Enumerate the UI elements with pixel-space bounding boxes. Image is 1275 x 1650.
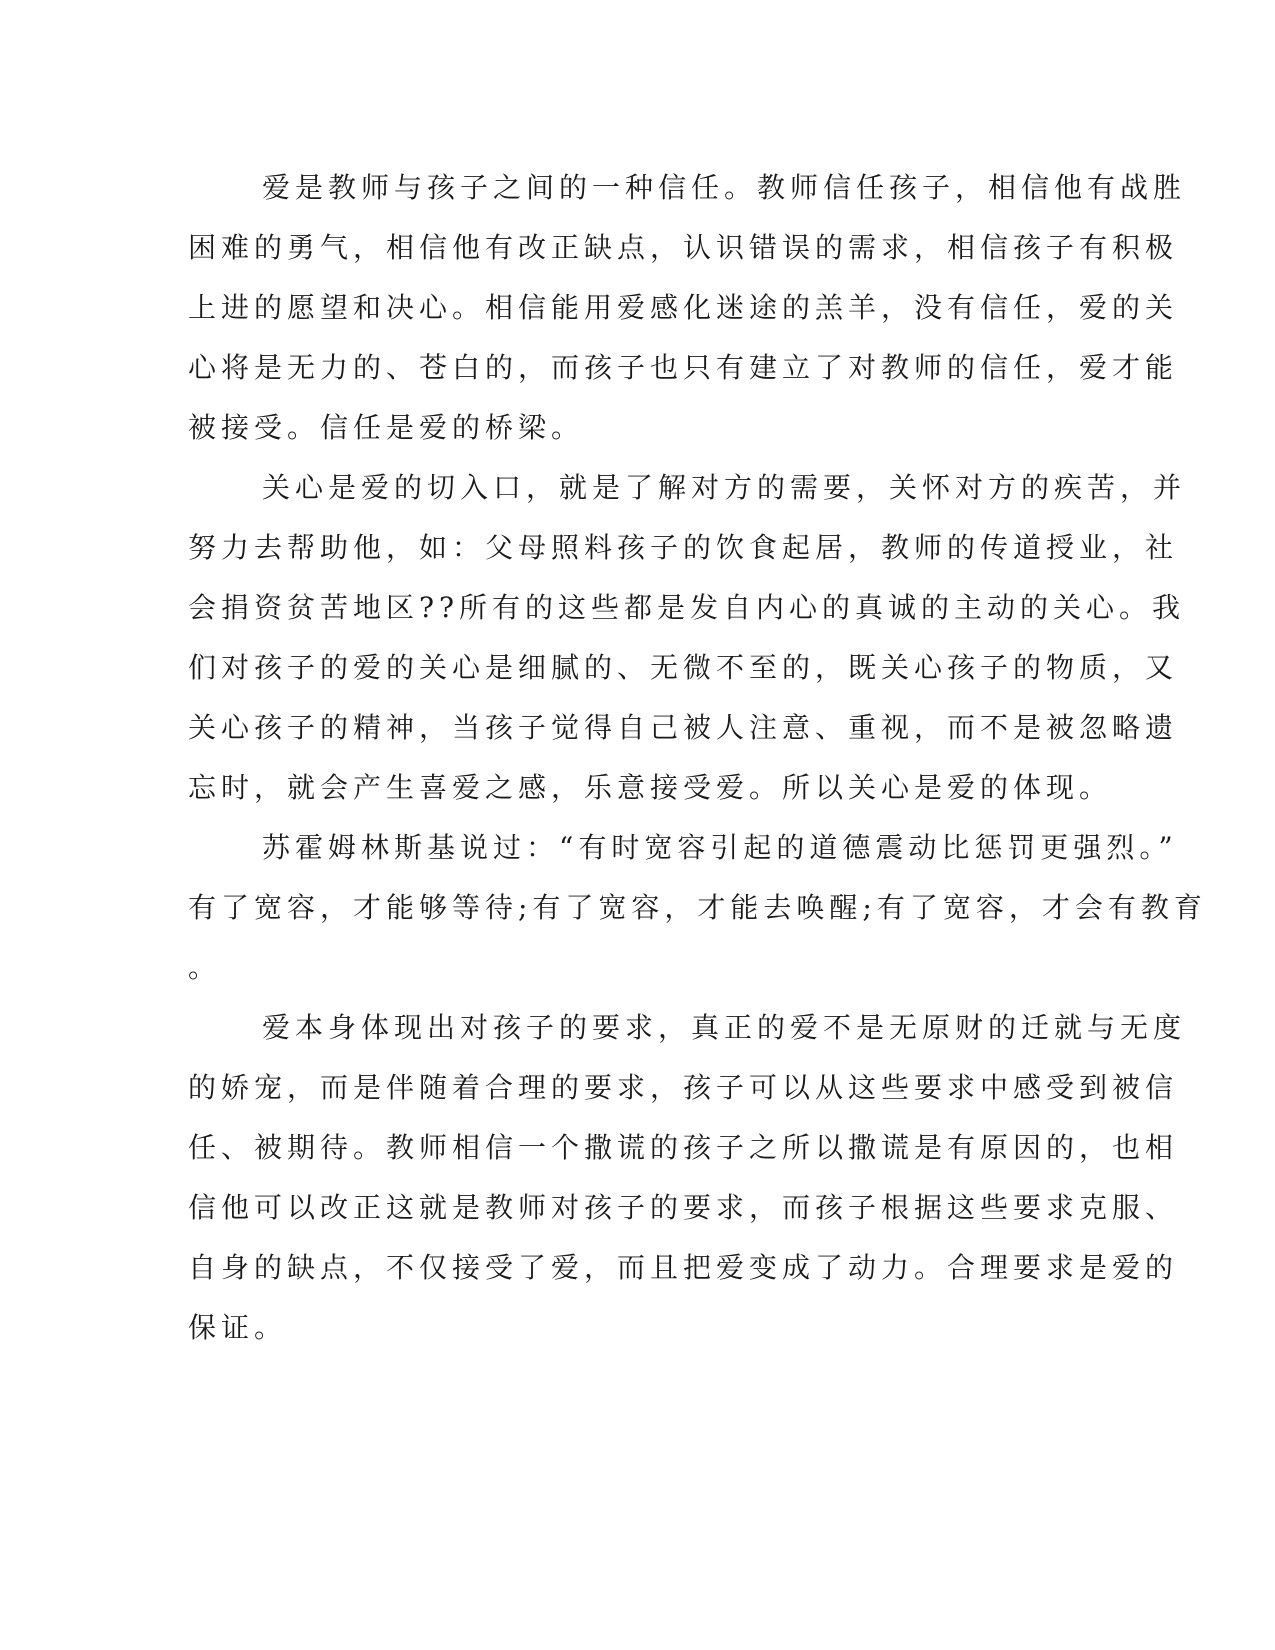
text-line: 被接受。信任是爱的桥梁。 bbox=[188, 411, 585, 444]
text-line: 关心是爱的切入口，就是了解对方的需要，关怀对方的疾苦，并 bbox=[262, 471, 1187, 504]
text-line: 们对孩子的爱的关心是细腻的、无微不至的，既关心孩子的物质，又 bbox=[188, 651, 1179, 684]
text-line: 的娇宠，而是伴随着合理的要求，孩子可以从这些要求中感受到被信 bbox=[188, 1071, 1179, 1104]
text-line: 忘时，就会产生喜爱之感，乐意接受爱。所以关心是爱的体现。 bbox=[188, 771, 1113, 804]
paragraph-requirements bbox=[188, 998, 1187, 1358]
document-body bbox=[188, 158, 1207, 1358]
text-line: 保证。 bbox=[188, 1311, 288, 1344]
text-line: 信他可以改正这就是教师对孩子的要求，而孩子根据这些要求克服、 bbox=[188, 1191, 1179, 1224]
text-line: 困难的勇气，相信他有改正缺点，认识错误的需求，相信孩子有积极 bbox=[188, 231, 1179, 264]
paragraph-care bbox=[188, 458, 1187, 818]
text-line: 苏霍姆林斯基说过：“有时宽容引起的道德震动比惩罚更强烈。” bbox=[262, 831, 1178, 864]
text-line: 。 bbox=[188, 951, 222, 984]
text-line: 努力去帮助他，如：父母照料孩子的饮食起居，教师的传道授业，社 bbox=[188, 531, 1179, 564]
text-line: 爱是教师与孩子之间的一种信任。教师信任孩子，相信他有战胜 bbox=[262, 171, 1187, 204]
text-line: 任、被期待。教师相信一个撒谎的孩子之所以撒谎是有原因的，也相 bbox=[188, 1131, 1179, 1164]
text-line: 有了宽容，才能够等待;有了宽容，才能去唤醒;有了宽容，才会有教育 bbox=[188, 891, 1207, 924]
text-line: 心将是无力的、苍白的，而孩子也只有建立了对教师的信任，爱才能 bbox=[188, 351, 1179, 384]
paragraph-tolerance bbox=[188, 818, 1207, 998]
text-line: 爱本身体现出对孩子的要求，真正的爱不是无原财的迁就与无度 bbox=[262, 1011, 1187, 1044]
text-line: 自身的缺点，不仅接受了爱，而且把爱变成了动力。合理要求是爱的 bbox=[188, 1251, 1179, 1284]
paragraph-trust bbox=[188, 158, 1187, 458]
text-line: 会捐资贫苦地区??所有的这些都是发自内心的真诚的主动的关心。我 bbox=[188, 591, 1186, 624]
text-line: 上进的愿望和决心。相信能用爱感化迷途的羔羊，没有信任，爱的关 bbox=[188, 291, 1179, 324]
text-line: 关心孩子的精神，当孩子觉得自己被人注意、重视，而不是被忽略遗 bbox=[188, 711, 1179, 744]
